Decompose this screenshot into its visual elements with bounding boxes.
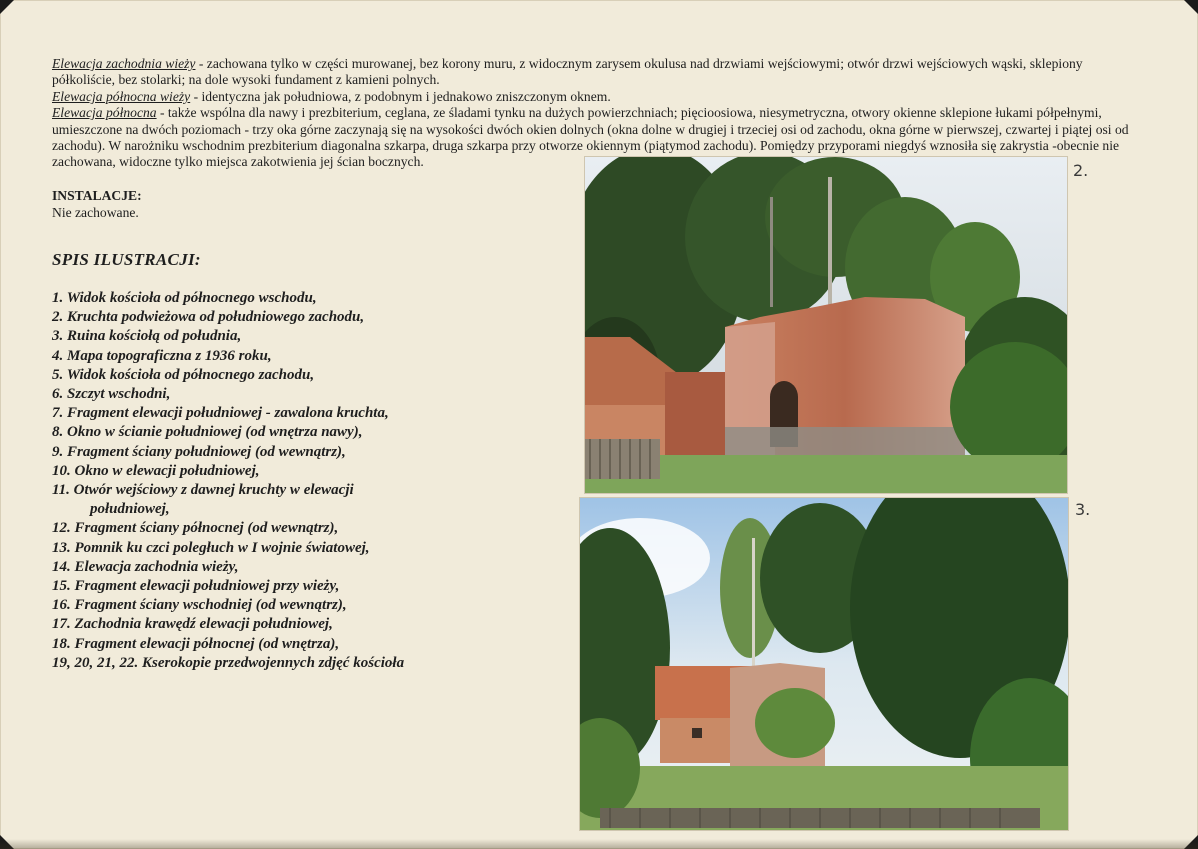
scan-corner — [0, 0, 14, 14]
list-item: 1. Widok kościoła od północnego wschodu, — [52, 290, 317, 306]
installations-text: Nie zachowane. — [52, 204, 139, 220]
list-item: 13. Pomnik ku czci poległuch w I wojnie światowej, — [52, 539, 370, 556]
north-tower-text: - identyczna jak południowa, z podobnym i jednakowo zniszczonym oknem. — [190, 88, 611, 104]
list-item: 14. Elewacja zachodnia wieży, — [52, 558, 239, 575]
list-item-continuation: południowej, — [90, 501, 170, 518]
list-item: 6. Szczyt wschodni, — [52, 386, 171, 403]
illustrations-list-title: SPIS ILUSTRACJI: — [52, 250, 201, 269]
scan-corner — [1184, 0, 1198, 14]
list-item: 7. Fragment elewacji południowej - zawalona kruchta, — [52, 405, 389, 422]
north-elevation-label: Elewacja północna — [52, 105, 157, 121]
photo-ruin-south-image — [580, 498, 1068, 830]
list-item: 8. Okno w ścianie południowej (od wnętrza nawy), — [52, 424, 363, 441]
north-elevation-text: - także wspólna dla nawy i prezbiterium, ceglana, ze śladami tynku na dużych powierzchniach; pięcioosiowa, niesymetryczna, otwory okienne sklepione łukami półpełnymi, umieszczone na dwóch poziomach - trzy oka górne zaczynają się na wysokości dwóch okien dolnych (okna dolne w drugiej i trzeciej osi od zachodu, okna górne w pierwszej, czwartej i piątej osi od zachodu). W narożniku wschodnim prezbiterium diagonalna szkarpa, druga szkarpa przy otworze okiennym (piątymod zachodu). Pomiędzy przyporami niegdyś wznosiła się zakrystia -obecnie nie zachowana, widoczne tylko miejsca zakotwienia jej ścian bocznych. — [52, 105, 1129, 170]
list-item: 15. Fragment elewacji południowej przy wieży, — [52, 578, 340, 595]
west-elevation-text: - zachowana tylko w części murowanej, bez korony muru, z widocznym zarysem okulusa nad drzwiami wejściowymi; otwór drzwi wejściowych wąski, sklepiony półkoliście, bez stolarki; na dole wysoki fundament z kamieni polnych. — [52, 56, 1083, 88]
photo-tower-ruin-image — [585, 157, 1067, 493]
photo-number-3: 3. — [1075, 500, 1091, 519]
list-item: 2. Kruchta podwieżowa od południowego zachodu, — [52, 309, 365, 326]
page-edge-shadow — [0, 839, 1198, 849]
illustrations-list — [52, 289, 492, 673]
photo-number-2: 2. — [1073, 161, 1089, 180]
photo-tower-ruin — [584, 156, 1068, 494]
list-item: 11. Otwór wejściowy z dawnej kruchty w elewacji — [52, 482, 354, 499]
list-item: 5. Widok kościoła od północnego zachodu, — [52, 366, 315, 383]
list-item: 4. Mapa topograficzna z 1936 roku, — [52, 347, 272, 364]
west-elevation-paragraph — [52, 56, 1142, 89]
list-item: 12. Fragment ściany północnej (od wewnątrz), — [52, 520, 339, 537]
list-item: 10. Okno w elewacji południowej, — [52, 462, 260, 479]
north-tower-paragraph — [52, 89, 1142, 105]
photo-ruin-south — [579, 497, 1069, 831]
list-item: 17. Zachodnia krawędź elewacji południowej, — [52, 616, 333, 633]
installations-section — [52, 188, 142, 221]
list-item: 19, 20, 21, 22. Kserokopie przedwojennych zdjęć kościoła — [52, 654, 405, 671]
list-item: 18. Fragment elewacji północnej (od wnętrza), — [52, 635, 340, 652]
list-item: 9. Fragment ściany południowej (od wewnątrz), — [52, 443, 346, 460]
west-elevation-label: Elewacja zachodnia wieży — [52, 56, 196, 71]
description-text — [52, 56, 1142, 171]
list-item: 3. Ruina kościołą od południa, — [52, 328, 242, 345]
list-item: 16. Fragment ściany wschodniej (od wewnątrz), — [52, 597, 347, 614]
north-tower-label: Elewacja północna wieży — [52, 88, 191, 104]
installations-heading: INSTALACJE: — [52, 188, 142, 203]
